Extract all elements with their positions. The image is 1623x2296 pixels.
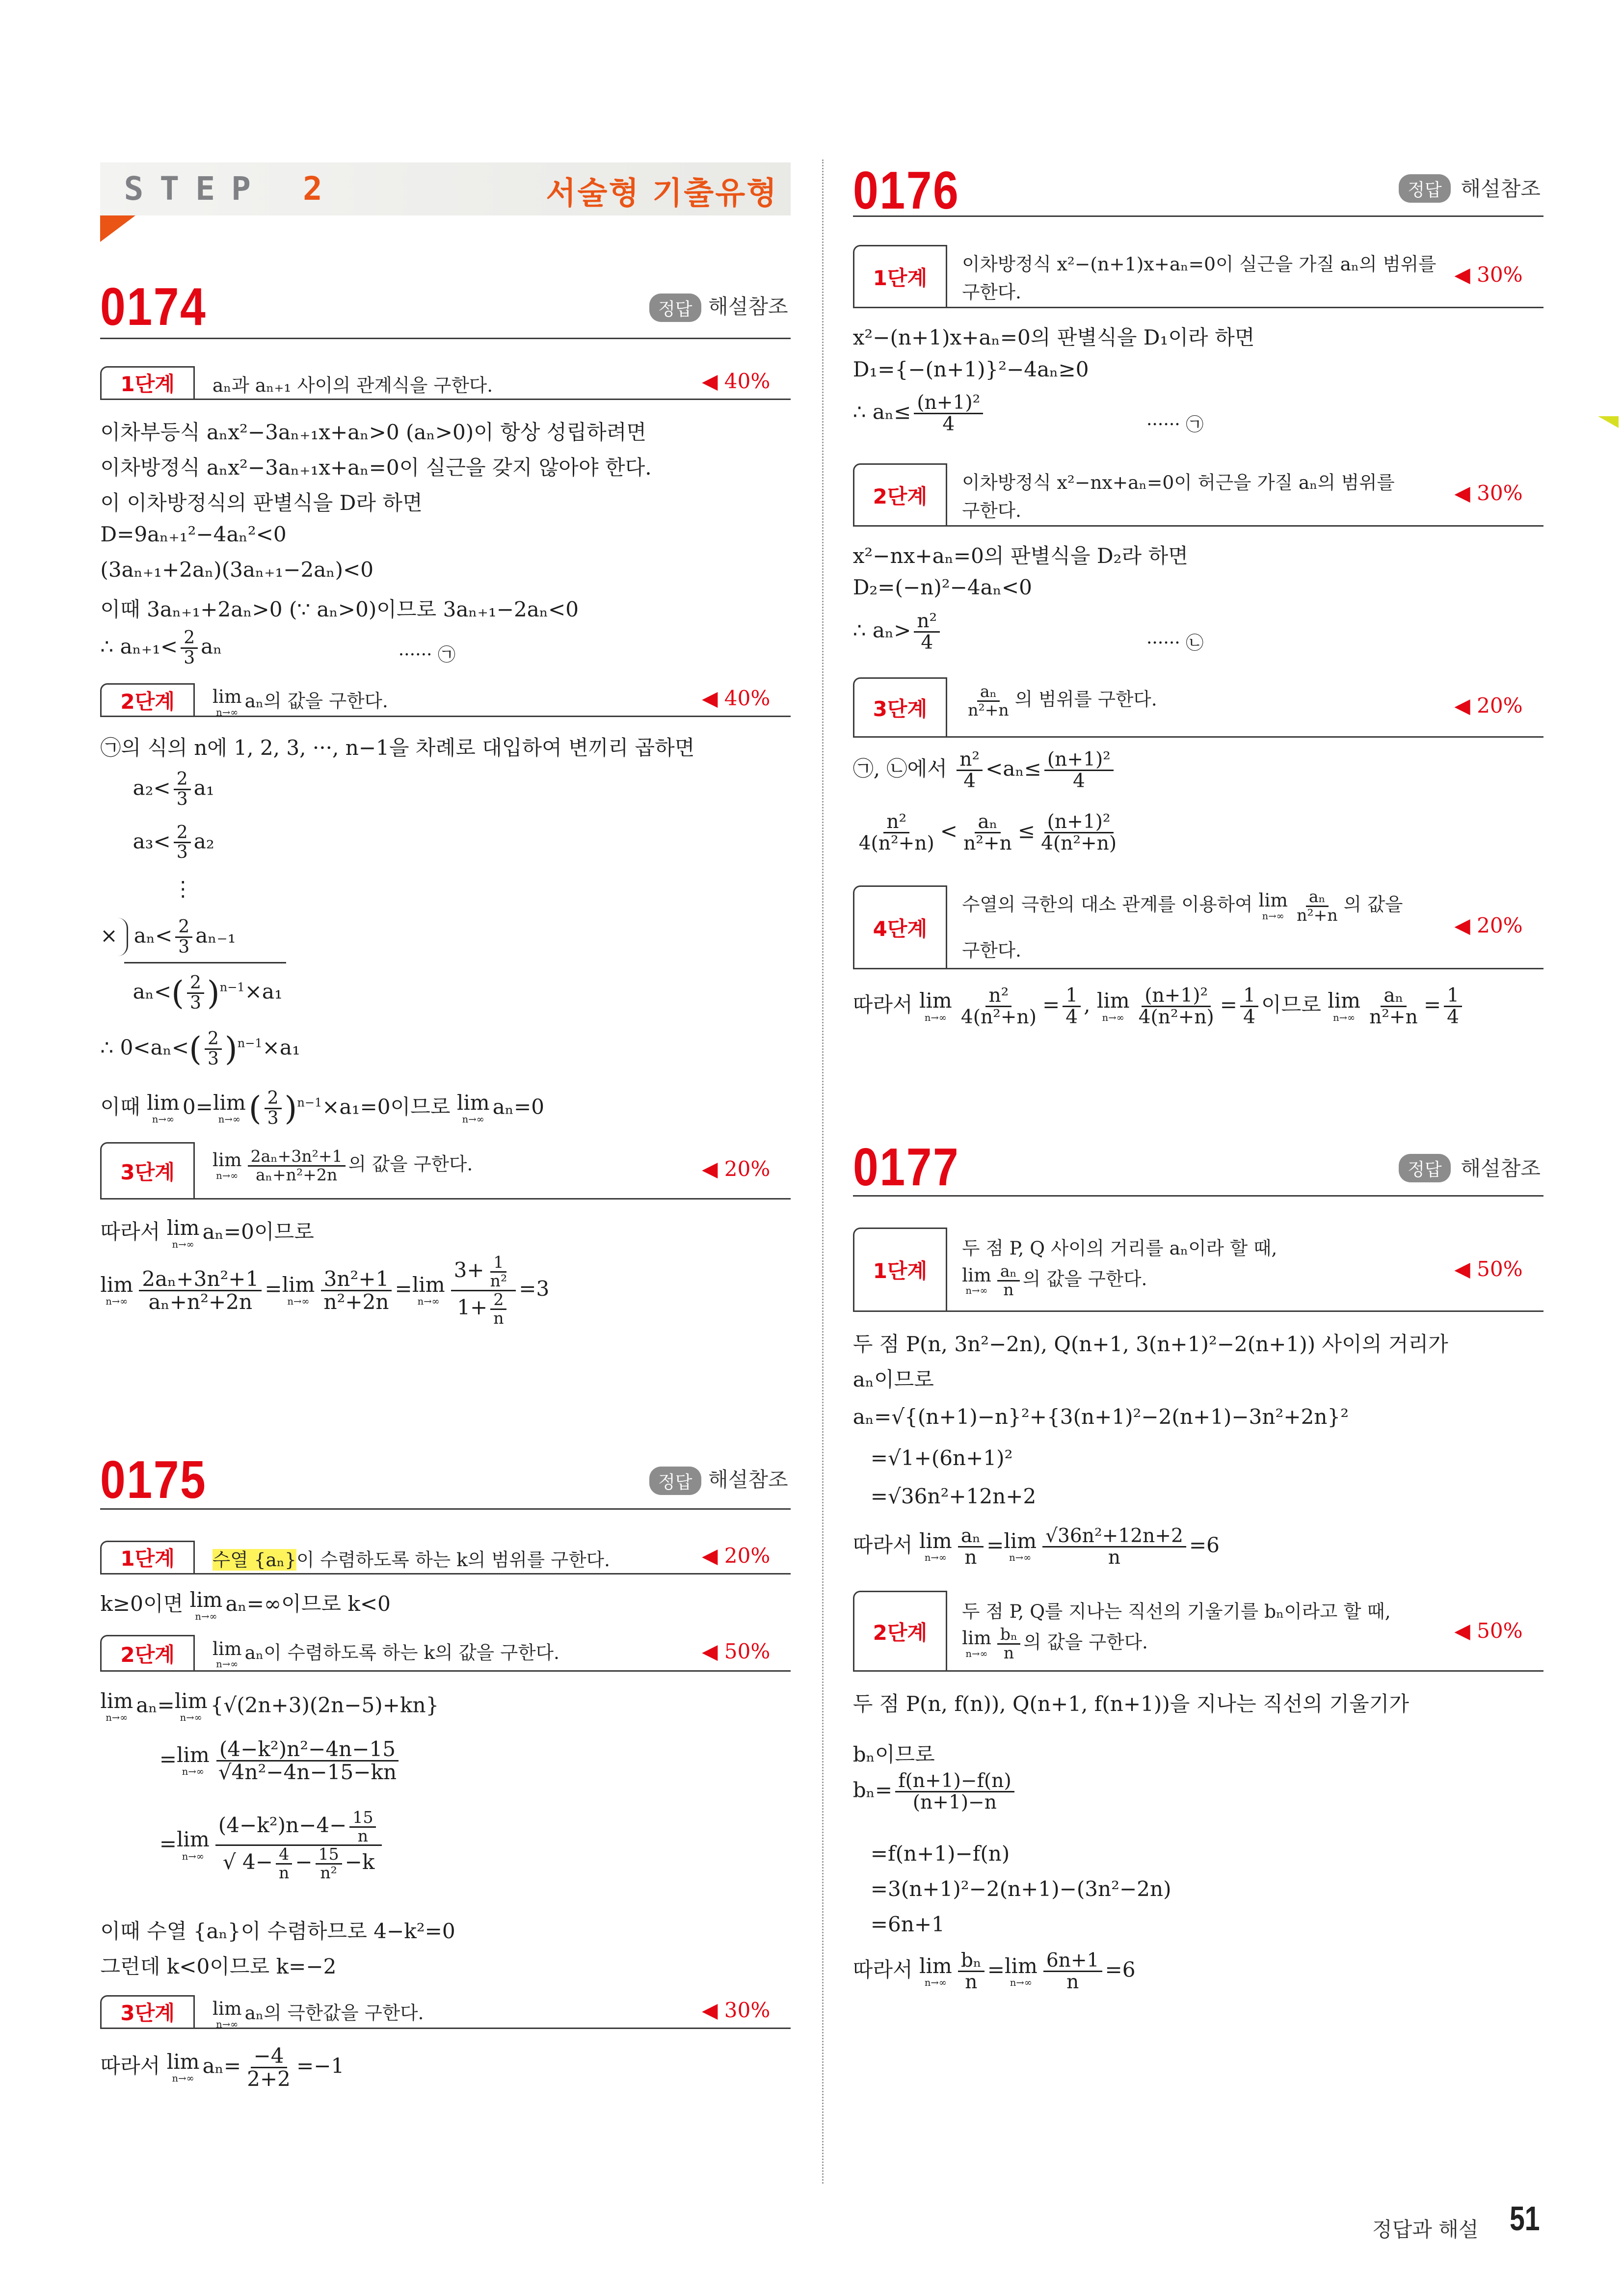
- step-box-0176-1: 1단계 이차방정식 x²−(n+1)x+aₙ=0이 실근을 가질 aₙ의 범위를 구한다. ◀ 30%: [853, 245, 1543, 308]
- answer-reference: 해설참조: [1461, 1156, 1541, 1180]
- footer-label: 정답과 해설: [1372, 2217, 1479, 2242]
- answer-badge: 정답: [1399, 174, 1451, 203]
- problem-rule: [100, 1508, 791, 1510]
- step-box-0177-2: 2단계 두 점 P, Q를 지나는 직선의 기울기를 bₙ이라고 할 때, lim n→∞ $\frac{\text{bₙ}}{n}$ 의 값을 구한다. ◀ 50%: [853, 1591, 1543, 1672]
- problem-rule: [853, 215, 1543, 217]
- step-box-0175-3: 3단계 lim n→∞ aₙ의 극한값을 구한다. ◀ 30%: [100, 1995, 791, 2029]
- step-label: STEP 2: [124, 169, 339, 208]
- step-box-0174-3: 3단계 lim n→∞ $\frac{\text{2aₙ+3n²+1}}{\text{aₙ+n²+2n}}$ 의 값을 구한다. ◀ 20%: [100, 1142, 791, 1200]
- page-tab-marker: [1598, 416, 1619, 428]
- step-box-0176-4: 4단계 수열의 극한의 대소 관계를 이용하여 lim n→∞ $\frac{\text{aₙ}}{\text{n²+n}}$ 의 값을 구한다. ◀ 20%: [853, 885, 1543, 969]
- problem-number-0177: 0177: [852, 1137, 960, 1197]
- problem-number-0175: 0175: [100, 1450, 207, 1510]
- problem-number-0176: 0176: [852, 160, 960, 220]
- answer-reference: 해설참조: [708, 294, 788, 319]
- step-box-0176-3: 3단계 $\frac{\text{aₙ}}{\text{n²+n}}$ 의 범위를 구한다. ◀ 20%: [853, 677, 1543, 738]
- step-box-0174-2: 2단계 lim n→∞ aₙ의 값을 구한다. ◀ 40%: [100, 683, 791, 717]
- column-divider: [822, 160, 824, 2184]
- section-title: 서술형 기출유형: [546, 174, 778, 211]
- answer-reference: 해설참조: [708, 1468, 788, 1492]
- problem-number-0174: 0174: [100, 277, 207, 337]
- step-box-0175-1: 1단계 수열 {aₙ}이 수렴하도록 하는 k의 범위를 구한다. ◀ 20%: [100, 1541, 791, 1575]
- problem-rule: [100, 338, 791, 339]
- page-number: 51: [1509, 2199, 1540, 2238]
- answer-badge: 정답: [649, 294, 701, 322]
- step-box-0177-1: 1단계 두 점 P, Q 사이의 거리를 aₙ이라 할 때, lim n→∞ $\frac{\text{aₙ}}{n}$ 의 값을 구한다. ◀ 50%: [853, 1228, 1543, 1311]
- problem-rule: [853, 1195, 1543, 1197]
- step-box-0176-2: 2단계 이차방정식 x²−nx+aₙ=0이 허근을 가질 aₙ의 범위를 구한다. ◀ 30%: [853, 463, 1543, 527]
- answer-badge: 정답: [649, 1467, 701, 1495]
- corner-triangle-icon: [100, 215, 135, 242]
- answer-badge: 정답: [1399, 1154, 1451, 1182]
- step-box-0174-1: 1단계 aₙ과 aₙ₊₁ 사이의 관계식을 구한다. ◀ 40%: [100, 366, 791, 400]
- answer-reference: 해설참조: [1461, 176, 1541, 201]
- step-box-0175-2: 2단계 lim n→∞ aₙ이 수렴하도록 하는 k의 값을 구한다. ◀ 50%: [100, 1635, 791, 1672]
- answer-page: STEP 2 서술형 기출유형 0174 정답 해설참조 1단계 aₙ과 aₙ₊₁ 사이의 관계식을 구한다. ◀ 40% 이차부등식 aₙx²−3aₙ₊₁x+aₙ>0 (aₙ>0)이 항상 성립하려면 이차방정식 aₙx²−3aₙ₊₁x+aₙ=0이 실근을 갖지 않아야 한다. 이 이차방정식의 판별식을 D라 하면 D=9aₙ₊₁²−4aₙ²<0 (3aₙ₊₁+2aₙ)(3aₙ₊₁−2aₙ)<0 이때 3aₙ₊₁+2aₙ>0 (∵ aₙ>0)이므로 3aₙ₊₁−2aₙ<0 ∴ aₙ₊₁< $\frac{2}{3}$ aₙ ······ ㉠ 2단계 lim n→∞ aₙ의 값을 구한다. ◀ 40% ㉠의 식의 n에 1, 2, 3, ···, n−1을 차례로 대입하여 변끼리 곱하면 a₂< $\frac{2}{3}$ a₁ a₃< $\frac{2}{3}$ a₂ ⋮ × aₙ< $\frac{2}{3}$ aₙ₋₁ aₙ<( $\frac{2}{3}$ )$^{n-1}$×a₁ ∴ 0<aₙ<( $\frac{2}{3}$ )$^{n-1}$×a₁ 이때 lim n→∞ 0= lim n→∞ ( $\frac{2}{3}$ )$^{n-1}$×a₁=0이므로 lim n→∞ aₙ=0 3단계 lim n→∞ $\frac{\text{2aₙ+3n²+1}}{\text{aₙ+n²+2n}}$ 의 값을 구한다. ◀ 20% 따라서 lim n→∞ aₙ=0이므로 lim n→∞ $\frac{\text{2aₙ+3n²+1}}{\text{aₙ+n²+2n}}$ = lim n→∞ $\frac{\text{3n²+1}}{\text{n²+2n}}$ = lim n→∞ 3+ $\frac{1}{\text{n²}}$ 1+ $\frac{2}{n}$ =3 0175 정답 해설참조 1단계 수열 {aₙ}이 수렴하도록 하는 k의 범위를 구한다. ◀ 20% k≥0이면 lim n→∞ aₙ=∞이므로 k<0 2단계 lim n→∞ aₙ이 수렴하도록 하는 k의 값을 구한다. ◀ 50% lim n→∞ aₙ= lim n→∞ {√(2n+3)(2n−5)+kn} = lim n→∞ $\frac{\text{(4−k²)n²−4n−15}}{\text{√4n²−4n−15−kn}}$ = lim n→∞ (4−k²)n−4− $\frac{15}{n}$ √ 4− $\frac{4}{n}$ − $\frac{15}{\text{n²}}$ −k 이때 수열 {aₙ}이 수렴하므로 4−k²=0 그런데 k<0이므로 k=−2 3단계 lim n→∞ aₙ의 극한값을 구한다. ◀ 30% 따라서 lim n→∞ aₙ= $\frac{-4}{2+2}$ =−1 0176 정답 해설참조 1단계 이차방정식 x²−(n+1)x+aₙ=0이 실근을 가질 aₙ의 범위를 구한다. ◀ 30% x²−(n+1)x+aₙ=0의 판별식을 D₁이라 하면 D₁={−(n+1)}²−4aₙ≥0 ∴ aₙ≤ $\frac{\text{(n+1)²}}{4}$ ······ ㉠ 2단계 이차방정식 x²−nx+aₙ=0이 허근을 가질 aₙ의 범위를 구한다. ◀ 30% x²−nx+aₙ=0의 판별식을 D₂라 하면 D₂=(−n)²−4aₙ<0 ∴ aₙ> $\frac{\text{n²}}{4}$ ······ ㉡ 3단계 $\frac{\text{aₙ}}{\text{n²+n}}$ 의 범위를 구한다. ◀ 20% ㉠, ㉡에서 $\frac{\text{n²}}{4}$ <aₙ≤ $\frac{\text{(n+1)²}}{4}$ $\frac{\text{n²}}{\text{4(n²+n)}}$ < $\frac{\text{aₙ}}{\text{n²+n}}$ ≤ $\frac{\text{(n+1)²}}{\text{4(n²+n)}}$ 4단계 수열의 극한의 대소 관계를 이용하여 lim n→∞ $\frac{\text{aₙ}}{\text{n²+n}}$ 의 값을 구한다. ◀ 20% 따라서 lim n→∞ $\frac{\text{n²}}{\text{4(n²+n)}}$ = $\frac{1}{4}$ , lim n→∞ $\frac{\text{(n+1)²}}{\text{4(n²+n)}}$ = $\frac{1}{4}$ 이므로 lim n→∞ $\frac{\text{aₙ}}{\text{n²+n}}$ = $\frac{1}{4}$ 0177 정답 해설참조 1단계 두 점 P, Q 사이의 거리를 aₙ이라 할 때, lim n→∞ $\frac{\text{aₙ}}{n}$ 의 값을 구한다. ◀ 50% 두 점 P(n, 3n²−2n), Q(n+1, 3(n+1)²−2(n+1)) 사이의 거리가 aₙ이므로 aₙ=√{(n+1)−n}²+{3(n+1)²−2(n+1)−3n²+2n}² =√1+(6n+1)² =√36n²+12n+2 따라서 lim n→∞ $\frac{\text{aₙ}}{n}$ = lim n→∞ $\frac{\text{√36n²+12n+2}}{n}$ =6 2단계 두 점 P, Q를 지나는 직선의 기울기를 bₙ이라고 할 때, lim n→∞ $\frac{\text{bₙ}}{n}$ 의 값을 구한다. ◀ 50% 두 점 P(n, f(n)), Q(n+1, f(n+1))을 지나는 직선의 기울기가 bₙ이므로 bₙ= $\frac{f(n+1)-f(n)}{(n+1)-n}$ =f(n+1)−f(n) =3(n+1)²−2(n+1)−(3n²−2n) =6n+1 따라서 lim n→∞ $\frac{\text{bₙ}}{n}$ = lim n→∞ $\frac{6n+1}{n}$ =6 정답과 해설 51: [0, 0, 1623, 2296]
